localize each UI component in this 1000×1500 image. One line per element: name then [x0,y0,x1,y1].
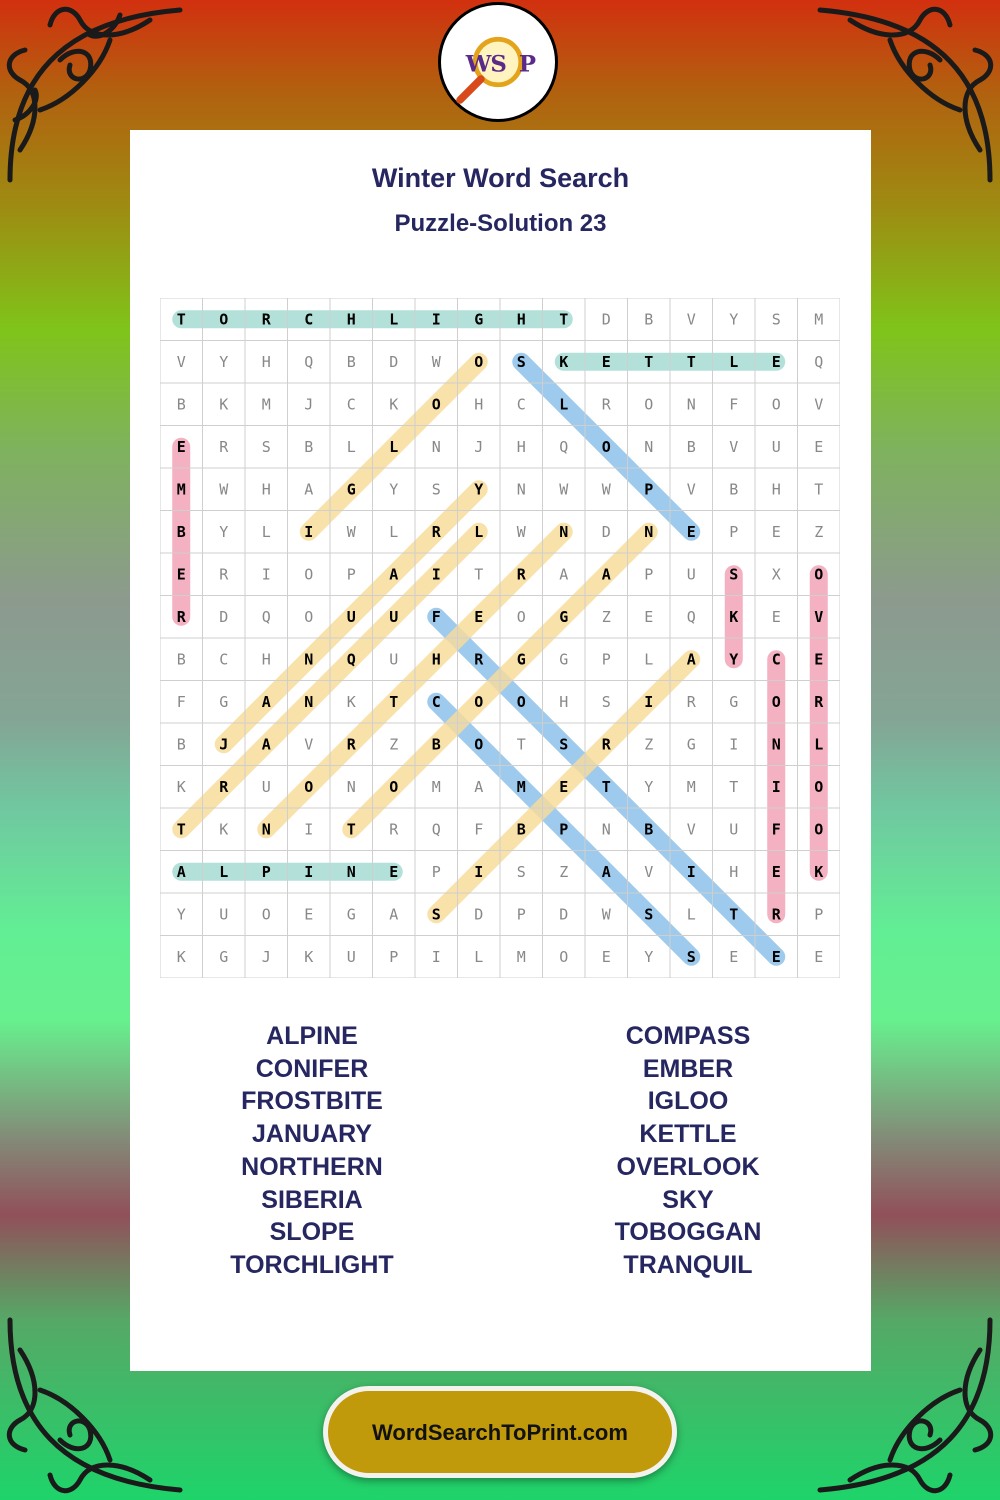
grid-cell[interactable]: N [346,777,356,796]
grid-cell[interactable]: M [814,310,824,329]
grid-cell[interactable]: A [261,735,271,754]
grid-cell[interactable]: J [304,395,314,414]
grid-cell[interactable]: N [771,735,781,754]
word-list-left [132,1020,492,1282]
grid-cell[interactable]: H [261,480,271,499]
grid-cell[interactable]: U [261,777,271,796]
grid-cell[interactable]: W [559,480,569,499]
grid-cell[interactable]: B [176,522,186,541]
grid-cell[interactable]: R [686,692,696,711]
grid-cell[interactable]: F [771,820,781,839]
grid-cell[interactable]: B [176,395,186,414]
grid-cell[interactable]: A [389,905,399,924]
grid-cell[interactable]: B [644,310,654,329]
grid-cell[interactable]: R [601,735,611,754]
grid-cell[interactable]: F [431,607,441,626]
grid-cell[interactable]: I [431,310,441,329]
grid-cell[interactable]: Q [304,352,314,371]
grid-cell[interactable]: V [686,480,696,499]
grid-cell[interactable]: L [729,352,739,371]
grid-cell[interactable]: E [771,862,781,881]
word-list-item: JANUARY [252,1120,372,1149]
grid-cell[interactable]: K [729,607,739,626]
grid-cell[interactable]: F [176,692,186,711]
grid-cell[interactable]: A [389,565,399,584]
grid-cell[interactable]: E [686,522,696,541]
grid-cell[interactable]: H [431,650,441,669]
grid-cell[interactable]: Q [431,820,441,839]
word-list-item: EMBER [642,1054,734,1083]
grid-cell[interactable]: E [814,650,824,669]
grid-cell[interactable]: R [261,310,271,329]
grid-cell[interactable]: D [601,522,611,541]
grid-cell[interactable]: O [814,777,824,796]
grid-cell[interactable]: E [601,947,611,966]
grid-cell[interactable]: H [771,480,781,499]
grid-cell[interactable]: P [814,905,824,924]
word-list-right [508,1020,868,1282]
grid-cell[interactable]: H [261,650,271,669]
grid-cell[interactable]: S [431,480,441,499]
grid-cell[interactable]: D [601,310,611,329]
grid-cell[interactable]: O [474,735,484,754]
grid-cell[interactable]: U [389,607,399,626]
grid-cell[interactable]: B [516,820,526,839]
grid-cell[interactable]: U [346,607,356,626]
grid-cell[interactable]: D [474,905,484,924]
grid-cell[interactable]: E [176,437,186,456]
grid-cell[interactable]: N [686,395,696,414]
grid-cell[interactable]: C [431,692,441,711]
grid-cell[interactable]: Q [261,607,271,626]
grid-cell[interactable]: R [219,777,229,796]
grid-cell[interactable]: E [601,352,611,371]
grid-cell[interactable]: G [516,650,526,669]
puzzle-title: Winter Word Search [371,163,630,193]
grid-cell[interactable]: I [431,947,441,966]
grid-cell[interactable]: P [346,565,356,584]
grid-cell[interactable]: Z [601,607,611,626]
grid-cell[interactable]: L [261,522,271,541]
grid-cell[interactable]: R [346,735,356,754]
grid-cell[interactable]: S [559,735,569,754]
grid-cell[interactable]: T [346,820,356,839]
grid-cell[interactable]: Q [686,607,696,626]
grid-cell[interactable]: O [474,352,484,371]
grid-cell[interactable]: L [474,947,484,966]
grid-cell[interactable]: U [686,565,696,584]
grid-cell[interactable]: O [219,310,229,329]
grid-cell[interactable]: D [559,905,569,924]
grid-cell[interactable]: M [686,777,696,796]
word-list-item: TOBOGGAN [614,1218,762,1247]
grid-cell[interactable]: A [601,862,611,881]
grid-cell[interactable]: T [559,310,569,329]
grid-cell[interactable]: K [304,947,314,966]
word-list-item: COMPASS [625,1022,751,1050]
grid-cell[interactable]: E [814,437,824,456]
grid-cell[interactable]: Z [814,522,824,541]
grid-cell[interactable]: I [644,692,654,711]
grid-cell[interactable]: D [389,352,399,371]
grid-cell[interactable]: N [559,522,569,541]
grid-cell[interactable]: T [474,565,484,584]
grid-cell[interactable]: D [219,607,229,626]
grid-cell[interactable]: R [516,565,526,584]
grid-cell[interactable]: N [304,650,314,669]
word-list-item: NORTHERN [241,1152,383,1181]
grid-cell[interactable]: L [219,862,229,881]
grid-cell[interactable]: T [176,820,186,839]
grid-cell[interactable]: N [346,862,356,881]
grid-cell[interactable]: S [261,437,271,456]
grid-cell[interactable]: H [346,310,356,329]
grid-cell[interactable]: H [474,395,484,414]
grid-cell[interactable]: A [686,650,696,669]
grid-cell[interactable]: E [729,947,739,966]
grid-cell[interactable]: S [516,862,526,881]
grid-cell[interactable]: J [261,947,271,966]
grid-cell[interactable]: M [431,777,441,796]
grid-cell[interactable]: E [771,947,781,966]
grid-cell[interactable]: W [431,352,441,371]
grid-cell[interactable]: O [644,395,654,414]
grid-cell[interactable]: A [601,565,611,584]
word-list-item: KETTLE [639,1120,737,1149]
grid-cell[interactable]: N [261,820,271,839]
wsp-logo [438,2,558,122]
grid-cell[interactable]: Q [814,352,824,371]
grid-cell[interactable]: Y [644,777,654,796]
grid-cell[interactable]: O [389,777,399,796]
grid-cell[interactable]: K [219,395,229,414]
grid-cell[interactable]: T [729,777,739,796]
grid-cell[interactable]: Y [219,352,229,371]
grid-cell[interactable]: U [389,650,399,669]
grid-cell[interactable]: O [516,692,526,711]
grid-cell[interactable]: I [474,862,484,881]
site-url[interactable]: WordSearchToPrint.com [372,1420,628,1445]
grid-cell[interactable]: M [516,947,526,966]
word-list-item: SLOPE [269,1218,355,1247]
grid-cell[interactable]: P [644,565,654,584]
grid-cell[interactable]: L [559,395,569,414]
grid-cell[interactable]: O [814,820,824,839]
grid-cell[interactable]: E [474,607,484,626]
grid-cell[interactable]: A [261,692,271,711]
word-search-grid [160,298,840,978]
grid-cell[interactable]: G [346,480,356,499]
grid-cell[interactable]: H [261,352,271,371]
grid-cell[interactable]: U [346,947,356,966]
grid-cell[interactable]: I [304,862,314,881]
grid-cell[interactable]: K [559,352,569,371]
grid-cell[interactable]: C [516,395,526,414]
grid-cell[interactable]: E [304,905,314,924]
grid-cell[interactable]: S [431,905,441,924]
grid-cell[interactable]: F [474,820,484,839]
grid-cell[interactable]: O [601,437,611,456]
grid-cell[interactable]: R [431,522,441,541]
grid-cell[interactable]: S [771,310,781,329]
grid-cell[interactable]: P [601,650,611,669]
grid-cell[interactable]: J [219,735,229,754]
grid-cell[interactable]: W [219,480,229,499]
grid-cell[interactable]: U [219,905,229,924]
grid-cell[interactable]: P [261,862,271,881]
grid-cell[interactable]: L [389,310,399,329]
grid-cell[interactable]: P [516,905,526,924]
grid-cell[interactable]: K [346,692,356,711]
grid-cell[interactable]: M [176,480,186,499]
grid-cell[interactable]: L [686,905,696,924]
grid-cell[interactable]: Y [729,650,739,669]
grid-cell[interactable]: Z [559,862,569,881]
grid-cell[interactable]: P [559,820,569,839]
grid-cell[interactable]: R [601,395,611,414]
grid-cell[interactable]: K [176,947,186,966]
grid-cell[interactable]: E [389,862,399,881]
word-list-item: TRANQUIL [623,1250,753,1279]
grid-cell[interactable]: O [431,395,441,414]
grid-cell[interactable]: W [346,522,356,541]
grid-cell[interactable]: Y [644,947,654,966]
grid-cell[interactable]: O [304,607,314,626]
grid-cell[interactable]: G [559,607,569,626]
grid-cell[interactable]: R [771,905,781,924]
grid-cell[interactable]: R [176,607,186,626]
grid-cell[interactable]: N [304,692,314,711]
grid-cell[interactable]: S [601,692,611,711]
grid-cell[interactable]: W [601,480,611,499]
grid-cell[interactable]: I [304,522,314,541]
word-list-item: TORCHLIGHT [230,1250,394,1279]
grid-cell[interactable]: S [686,947,696,966]
grid-cell[interactable]: C [346,395,356,414]
grid-cell[interactable]: E [644,607,654,626]
grid-cell[interactable]: I [771,777,781,796]
grid-cell[interactable]: S [644,905,654,924]
grid-cell[interactable]: H [516,310,526,329]
grid-cell[interactable]: Q [559,437,569,456]
grid-cell[interactable]: T [729,905,739,924]
grid-cell[interactable]: C [771,650,781,669]
grid-cell[interactable]: O [559,947,569,966]
grid-cell[interactable]: G [219,947,229,966]
grid-cell[interactable]: H [729,862,739,881]
grid-cell[interactable]: B [686,437,696,456]
grid-cell[interactable]: O [304,565,314,584]
grid-cell[interactable]: X [771,565,781,584]
word-list-item: ALPINE [266,1022,358,1050]
logo-letter-p: P [518,51,537,78]
grid-cell[interactable]: K [814,862,824,881]
grid-cell[interactable]: Z [644,735,654,754]
grid-cell[interactable]: N [644,522,654,541]
grid-cell[interactable]: I [431,565,441,584]
grid-cell[interactable]: V [729,437,739,456]
word-list-item: IGLOO [647,1087,729,1116]
grid-cell[interactable]: V [814,607,824,626]
grid-cell[interactable]: T [686,352,696,371]
grid-cell[interactable]: T [644,352,654,371]
grid-cell[interactable]: K [389,395,399,414]
logo-letter-w: W [465,51,492,78]
grid-cell[interactable]: G [686,735,696,754]
grid-cell[interactable]: I [261,565,271,584]
grid-cell[interactable]: I [686,862,696,881]
grid-cell[interactable]: V [814,395,824,414]
grid-cell[interactable]: O [771,395,781,414]
grid-cell[interactable]: G [729,692,739,711]
grid-cell[interactable]: O [814,565,824,584]
word-list-item: OVERLOOK [616,1152,760,1181]
grid-cell[interactable]: L [814,735,824,754]
grid-cell[interactable]: P [431,862,441,881]
grid-cell[interactable]: B [176,650,186,669]
grid-cell[interactable]: E [176,565,186,584]
grid-cell[interactable]: W [516,522,526,541]
grid-cell[interactable]: B [346,352,356,371]
grid-cell[interactable]: V [176,352,186,371]
grid-cell[interactable]: G [219,692,229,711]
grid-cell[interactable]: L [346,437,356,456]
grid-cell[interactable]: Q [346,650,356,669]
grid-cell[interactable]: J [474,437,484,456]
grid-cell[interactable]: L [474,522,484,541]
grid-cell[interactable]: A [176,862,186,881]
grid-cell[interactable]: B [644,820,654,839]
grid-cell[interactable]: V [304,735,314,754]
grid-cell[interactable]: N [516,480,526,499]
word-list-item: SIBERIA [261,1185,363,1214]
grid-cell[interactable]: G [346,905,356,924]
grid-cell[interactable]: O [516,607,526,626]
grid-cell[interactable]: R [814,692,824,711]
site-banner[interactable] [323,1386,677,1478]
grid-cell[interactable]: V [644,862,654,881]
grid-cell[interactable]: E [559,777,569,796]
grid-cell[interactable]: T [389,692,399,711]
grid-cell[interactable]: Y [474,480,484,499]
grid-cell[interactable]: B [176,735,186,754]
grid-cell[interactable]: Y [389,480,399,499]
grid-cell[interactable]: Y [219,522,229,541]
grid-cell[interactable]: A [474,777,484,796]
grid-cell[interactable]: V [686,820,696,839]
grid-cell[interactable]: R [389,820,399,839]
grid-cell[interactable]: R [219,437,229,456]
grid-cell[interactable]: E [771,607,781,626]
grid-cell[interactable]: P [389,947,399,966]
grid-cell[interactable]: F [729,395,739,414]
grid-cell[interactable]: I [729,735,739,754]
grid-cell[interactable]: Z [389,735,399,754]
grid-cell[interactable]: B [431,735,441,754]
grid-cell[interactable]: O [474,692,484,711]
word-list-item: CONIFER [255,1054,369,1083]
grid-cell[interactable]: R [219,565,229,584]
grid-cell[interactable]: V [686,310,696,329]
grid-cell[interactable]: S [516,352,526,371]
word-list-item: SKY [662,1185,714,1214]
grid-cell[interactable]: S [729,565,739,584]
grid-cell[interactable]: A [304,480,314,499]
grid-cell[interactable]: H [559,692,569,711]
grid-cell[interactable]: H [516,437,526,456]
grid-cell[interactable]: O [261,905,271,924]
grid-cell[interactable]: L [389,522,399,541]
grid-cell[interactable]: U [771,437,781,456]
grid-cell[interactable]: T [814,480,824,499]
puzzle-subtitle: Puzzle-Solution 23 [394,210,607,237]
grid-cell[interactable]: T [176,310,186,329]
grid-cell[interactable]: I [304,820,314,839]
logo-letter-s: S [490,51,507,78]
grid-cell[interactable]: E [771,522,781,541]
grid-cell[interactable]: N [644,437,654,456]
grid-cell[interactable]: Y [729,310,739,329]
grid-cell[interactable]: L [644,650,654,669]
grid-cell[interactable]: B [729,480,739,499]
grid-cell[interactable]: E [814,947,824,966]
grid-cell[interactable]: B [304,437,314,456]
grid-cell[interactable]: E [771,352,781,371]
grid-cell[interactable]: R [474,650,484,669]
grid-cell[interactable]: K [176,777,186,796]
grid-cell[interactable]: C [219,650,229,669]
grid-cell[interactable]: Y [176,905,186,924]
grid-cell[interactable]: O [304,777,314,796]
grid-cell[interactable]: U [729,820,739,839]
grid-cell[interactable]: O [771,692,781,711]
grid-cell[interactable]: P [729,522,739,541]
grid-cell[interactable]: T [601,777,611,796]
grid-cell[interactable]: T [516,735,526,754]
grid-cell[interactable]: N [601,820,611,839]
grid-cell[interactable]: G [474,310,484,329]
grid-cell[interactable]: K [219,820,229,839]
grid-cell[interactable]: W [601,905,611,924]
grid-cell[interactable]: L [389,437,399,456]
grid-cell[interactable]: C [304,310,314,329]
grid-cell[interactable]: N [431,437,441,456]
word-list-item: FROSTBITE [241,1087,383,1116]
grid-cell[interactable]: P [644,480,654,499]
grid-cell[interactable]: M [516,777,526,796]
grid-cell[interactable]: A [559,565,569,584]
grid-cell[interactable]: G [559,650,569,669]
grid-cell[interactable]: M [261,395,271,414]
